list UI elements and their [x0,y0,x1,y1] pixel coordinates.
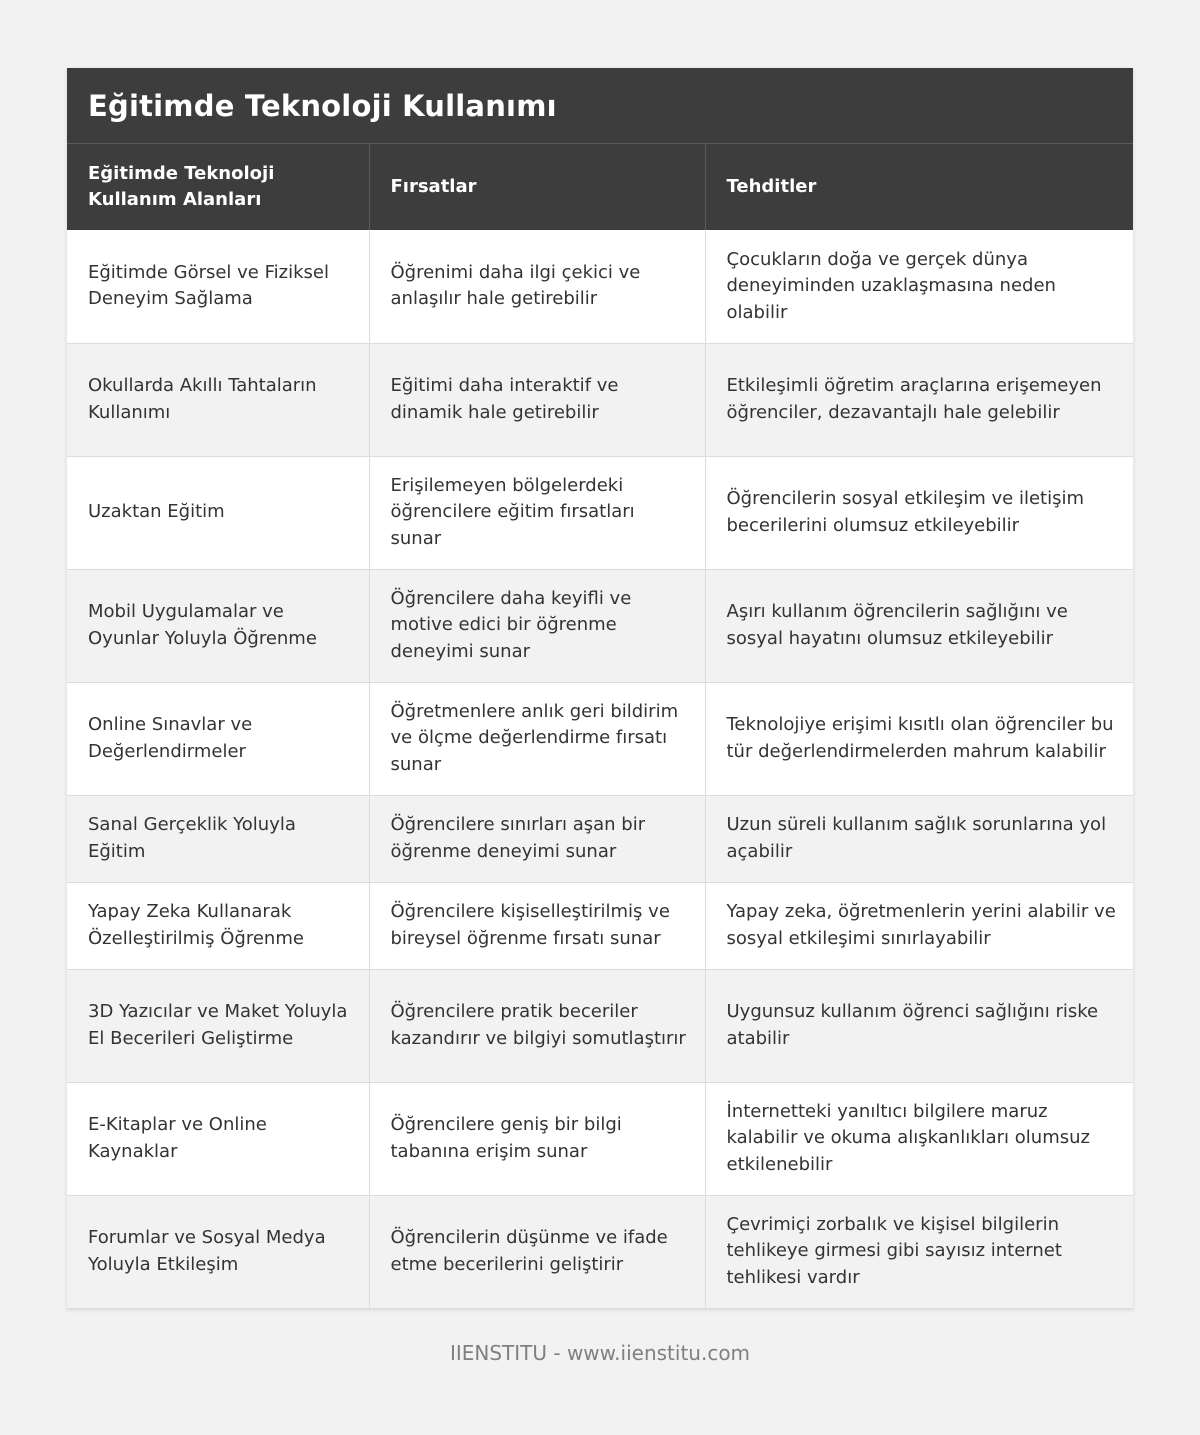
table-row [67,795,1133,882]
cell-threat: Uygunsuz kullanım öğrenci sağlığını riske atabilir [705,969,1133,1082]
cell-threat: Öğrencilerin sosyal etkileşim ve iletişim becerilerini olumsuz etkileyebilir [705,456,1133,569]
cell-area: Eğitimde Görsel ve Fiziksel Deneyim Sağlama [67,230,369,343]
table-row [67,569,1133,682]
cell-area: Online Sınavlar ve Değerlendirmeler [67,682,369,795]
cell-opportunity: Öğrencilere sınırları aşan bir öğrenme deneyimi sunar [369,795,705,882]
page-title: Eğitimde Teknoloji Kullanımı [88,88,557,123]
cell-threat: Teknolojiye erişimi kısıtlı olan öğrenciler bu tür değerlendirmelerden mahrum kalabilir [705,682,1133,795]
column-header-threats: Tehditler [705,144,1133,230]
cell-area: E-Kitaplar ve Online Kaynaklar [67,1082,369,1195]
cell-area: Okullarda Akıllı Tahtaların Kullanımı [67,343,369,456]
cell-opportunity: Öğrencilere pratik beceriler kazandırır ve bilgiyi somutlaştırır [369,969,705,1082]
table-row [67,682,1133,795]
cell-area: Forumlar ve Sosyal Medya Yoluyla Etkileşim [67,1195,369,1308]
cell-opportunity: Öğrencilere geniş bir bilgi tabanına erişim sunar [369,1082,705,1195]
table-row [67,343,1133,456]
table-row [67,456,1133,569]
cell-opportunity: Eğitimi daha interaktif ve dinamik hale getirebilir [369,343,705,456]
column-header-areas: Eğitimde Teknoloji Kullanım Alanları [67,144,369,230]
title-bar [67,68,1133,144]
cell-area: Sanal Gerçeklik Yoluyla Eğitim [67,795,369,882]
table-row [67,969,1133,1082]
table-row [67,1195,1133,1308]
cell-area: Uzaktan Eğitim [67,456,369,569]
cell-opportunity: Öğrenimi daha ilgi çekici ve anlaşılır hale getirebilir [369,230,705,343]
cell-opportunity: Öğrencilere kişiselleştirilmiş ve bireysel öğrenme fırsatı sunar [369,882,705,969]
header-row [67,144,1133,230]
cell-threat: Etkileşimli öğretim araçlarına erişemeyen öğrenciler, dezavantajlı hale gelebilir [705,343,1133,456]
column-header-opportunities: Fırsatlar [369,144,705,230]
cell-opportunity: Öğretmenlere anlık geri bildirim ve ölçme değerlendirme fırsatı sunar [369,682,705,795]
table-card [67,68,1133,1309]
cell-threat: Uzun süreli kullanım sağlık sorunlarına yol açabilir [705,795,1133,882]
cell-opportunity: Öğrencilere daha keyifli ve motive edici bir öğrenme deneyimi sunar [369,569,705,682]
cell-opportunity: Öğrencilerin düşünme ve ifade etme becerilerini geliştirir [369,1195,705,1308]
cell-opportunity: Erişilemeyen bölgelerdeki öğrencilere eğitim fırsatları sunar [369,456,705,569]
cell-threat: Çevrimiçi zorbalık ve kişisel bilgilerin tehlikeye girmesi gibi sayısız internet tehlikesi vardır [705,1195,1133,1308]
cell-threat: Yapay zeka, öğretmenlerin yerini alabilir ve sosyal etkileşimi sınırlayabilir [705,882,1133,969]
footer-credit: IIENSTITU - www.iienstitu.com [449,1341,751,1365]
cell-threat: Aşırı kullanım öğrencilerin sağlığını ve sosyal hayatını olumsuz etkileyebilir [705,569,1133,682]
data-table [67,144,1133,1309]
table-row [67,882,1133,969]
cell-area: Yapay Zeka Kullanarak Özelleştirilmiş Öğrenme [67,882,369,969]
cell-area: Mobil Uygulamalar ve Oyunlar Yoluyla Öğrenme [67,569,369,682]
cell-threat: Çocukların doğa ve gerçek dünya deneyiminden uzaklaşmasına neden olabilir [705,230,1133,343]
cell-threat: İnternetteki yanıltıcı bilgilere maruz kalabilir ve okuma alışkanlıkları olumsuz etkilenebilir [705,1082,1133,1195]
cell-area: 3D Yazıcılar ve Maket Yoluyla El Becerileri Geliştirme [67,969,369,1082]
table-row [67,230,1133,343]
table-row [67,1082,1133,1195]
